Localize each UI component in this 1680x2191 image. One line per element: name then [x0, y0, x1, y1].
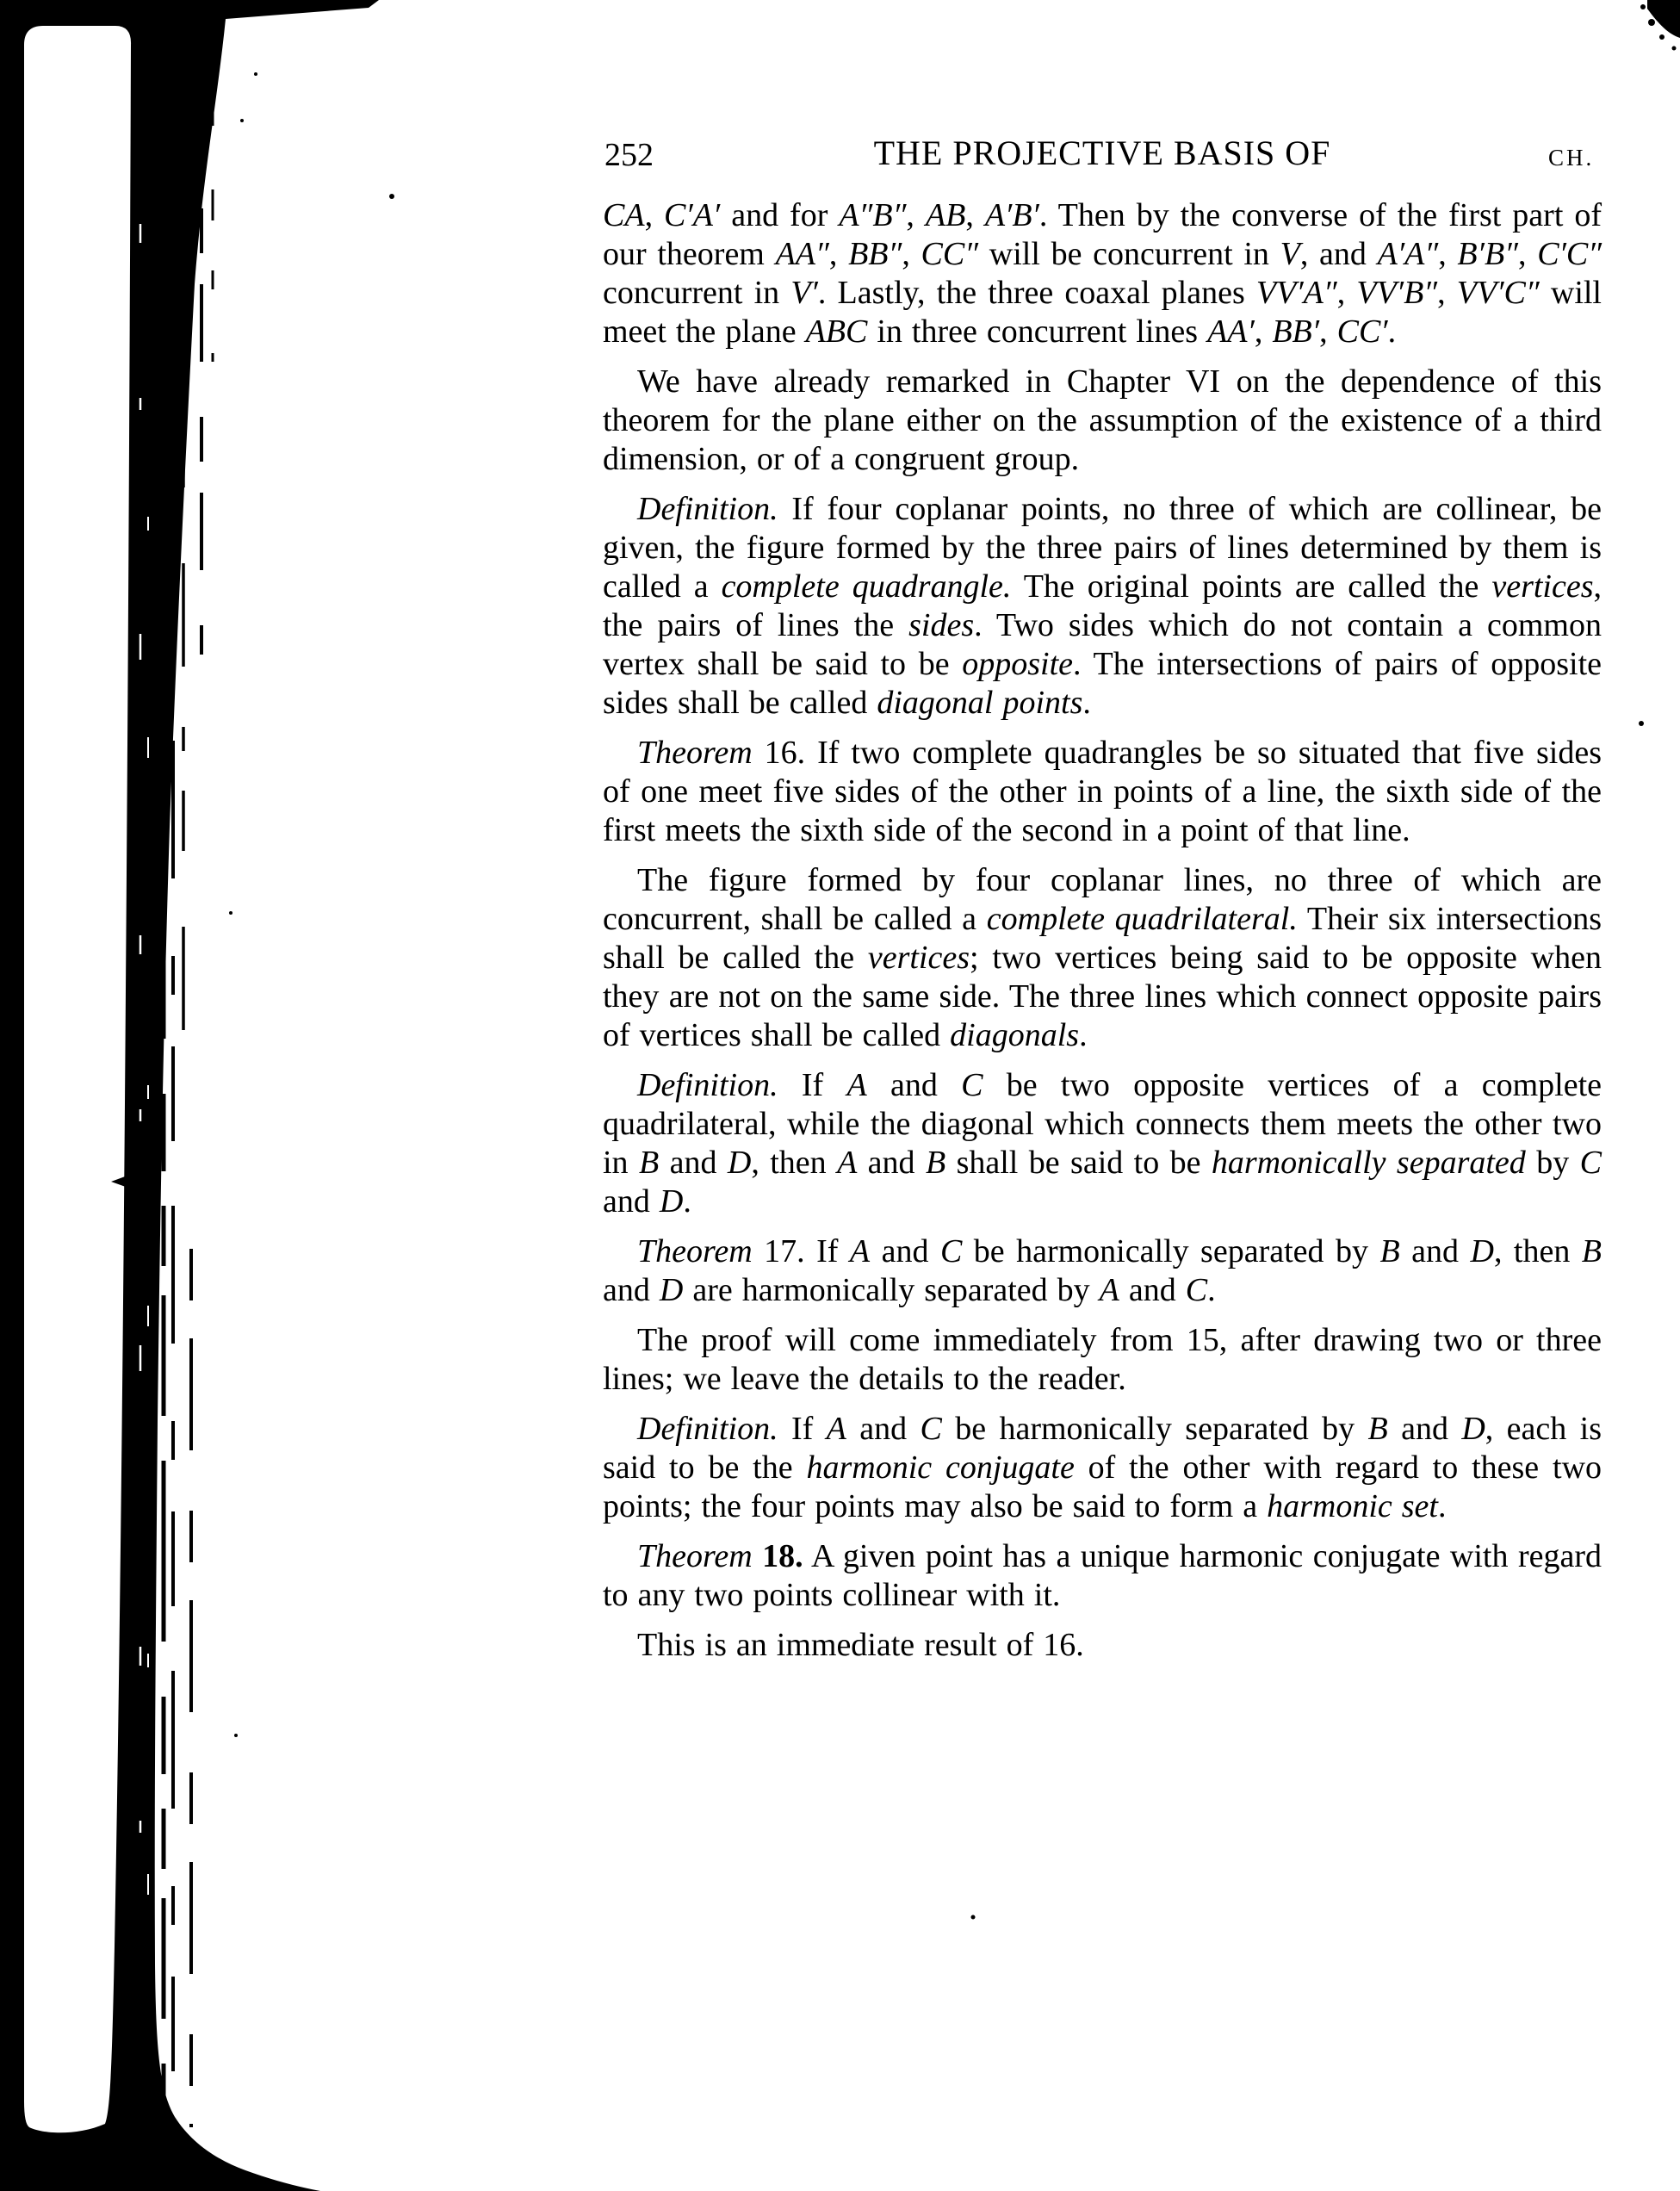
- text-run: ,: [1254, 313, 1273, 350]
- text-run: C′C″: [1537, 236, 1603, 272]
- text-run: ,: [1319, 313, 1337, 350]
- text-run: . Two sides which do not contain a common vertex shall be said to be: [603, 607, 1602, 682]
- running-title: THE PROJECTIVE BASIS OF: [873, 133, 1331, 172]
- text-run: The original points are called the: [1011, 568, 1492, 605]
- paragraph: [603, 1537, 1602, 1615]
- text-run: vertices: [1491, 568, 1594, 605]
- text-run: C: [1185, 1272, 1208, 1308]
- text-run: We have already remarked in Chapter VI on the dependence of this theorem for the plane either on the assumption of the existence of a third dimension, or of a congruent group.: [603, 363, 1602, 477]
- text-run: AB: [925, 197, 966, 233]
- text-run: and: [1399, 1233, 1471, 1269]
- text-run: and for: [720, 197, 840, 233]
- paragraph: [603, 1232, 1602, 1310]
- text-run: .: [1437, 1488, 1447, 1524]
- paragraph: [603, 1626, 1602, 1665]
- text-run: Definition.: [637, 491, 778, 527]
- text-run: , then: [1493, 1233, 1582, 1269]
- text-run: , each is said to be the: [603, 1411, 1602, 1486]
- text-run: B: [925, 1145, 946, 1181]
- text-run: D: [1461, 1411, 1485, 1447]
- text-run: and: [857, 1145, 926, 1181]
- text-run: . The intersections of pairs of opposite sides shall be called: [603, 646, 1602, 721]
- text-run: If: [778, 1067, 847, 1103]
- text-run: If: [778, 1411, 827, 1447]
- text-run: .: [1207, 1272, 1216, 1308]
- top-right-corner-speckle: [1640, 0, 1680, 51]
- text-run: harmonically separated: [1211, 1145, 1526, 1181]
- paragraph: [603, 196, 1602, 351]
- text-run: If four coplanar points, no three of which are collinear, be given, the figure formed by the three pairs of lines determined by them is called a: [603, 491, 1602, 605]
- text-run: 17. If: [752, 1233, 850, 1269]
- text-run: and: [603, 1272, 660, 1308]
- text-run: , the pairs of lines the: [603, 568, 1602, 643]
- text-run: ,: [1336, 275, 1357, 311]
- text-run: and: [603, 1183, 660, 1220]
- text-run: [753, 1538, 762, 1574]
- text-run: . Then by the converse of the first part of our theorem: [603, 197, 1603, 272]
- text-run: and: [1387, 1411, 1462, 1447]
- text-run: and: [1119, 1272, 1186, 1308]
- text-run: ,: [1518, 236, 1538, 272]
- text-run: diagonals: [950, 1017, 1080, 1053]
- text-run: D: [1470, 1233, 1494, 1269]
- paragraph: [603, 1410, 1602, 1526]
- text-run: B: [1379, 1233, 1400, 1269]
- page-edge-sliver: [24, 26, 131, 2132]
- text-run: Theorem: [637, 1538, 753, 1574]
- chapter-marker: CH.: [1548, 145, 1595, 171]
- paragraph: [603, 1321, 1602, 1399]
- text-run: CC′: [1336, 313, 1388, 350]
- text-run: A: [1099, 1272, 1119, 1308]
- text-run: D: [659, 1183, 684, 1220]
- text-run: ,: [828, 236, 849, 272]
- text-run: ,: [906, 197, 926, 233]
- text-run: C′A′: [664, 197, 721, 233]
- text-run: A: [837, 1145, 858, 1181]
- text-run: ; two vertices being said to be opposite when they are not on the same side. The three lines which connect opposite pairs of vertices shall be called: [603, 940, 1602, 1053]
- text-run: and: [659, 1145, 728, 1181]
- text-run: in three concurrent lines: [867, 313, 1208, 350]
- text-run: complete quadrangle.: [721, 568, 1012, 605]
- text-run: A: [846, 1067, 867, 1103]
- text-run: ,: [902, 236, 921, 272]
- text-run: harmonic conjugate: [806, 1449, 1075, 1486]
- text-run: C: [1579, 1145, 1602, 1181]
- text-run: V: [1280, 236, 1300, 272]
- text-run: ,: [965, 197, 985, 233]
- text-run: .: [1387, 313, 1397, 350]
- text-run: . Lastly, the three coaxal planes: [817, 275, 1256, 311]
- text-run: .: [1079, 1017, 1088, 1053]
- text-run: ,: [644, 197, 665, 233]
- text-run: complete quadrilateral.: [986, 901, 1298, 937]
- text-run: .: [1082, 685, 1091, 721]
- text-run: D: [659, 1272, 684, 1308]
- text-run: .: [683, 1183, 691, 1220]
- text-run: A: [826, 1411, 846, 1447]
- text-run: BB″: [848, 236, 902, 272]
- text-run: vertices: [867, 940, 970, 976]
- text-run: be harmonically separated by: [962, 1233, 1380, 1269]
- text-run: and: [870, 1233, 940, 1269]
- text-run: C: [920, 1411, 942, 1447]
- text-run: ,: [1437, 275, 1457, 311]
- paragraph: [603, 734, 1602, 850]
- text-run: will meet the plane: [603, 275, 1602, 350]
- text-run: Definition.: [637, 1411, 778, 1447]
- text-run: B: [1367, 1411, 1388, 1447]
- text-run: BB′: [1272, 313, 1320, 350]
- text-run: , then: [751, 1145, 838, 1181]
- text-column: [603, 196, 1602, 1676]
- text-run: , and: [1299, 236, 1378, 272]
- text-run: be harmonically separated by: [941, 1411, 1368, 1447]
- text-run: shall be said to be: [945, 1145, 1212, 1181]
- text-run: The proof will come immediately from 15, after drawing two or three lines; we leave the details to the reader.: [603, 1322, 1602, 1397]
- text-run: sides: [908, 607, 975, 643]
- text-run: CC″: [921, 236, 979, 272]
- text-run: diagonal points: [877, 685, 1083, 721]
- text-run: A: [849, 1233, 871, 1269]
- text-run: C: [939, 1233, 963, 1269]
- text-run: CA: [603, 197, 645, 233]
- text-run: This is an immediate result of 16.: [637, 1627, 1084, 1663]
- text-run: ,: [1438, 236, 1458, 272]
- paragraph: [603, 490, 1602, 723]
- text-run: V′: [790, 275, 818, 311]
- paragraph: [603, 861, 1602, 1055]
- text-run: Theorem: [637, 735, 753, 771]
- text-run: C: [961, 1067, 983, 1103]
- text-run: B: [638, 1145, 660, 1181]
- text-run: B′B″: [1457, 236, 1518, 272]
- paragraph: [603, 1066, 1602, 1221]
- text-run: A′B′: [984, 197, 1039, 233]
- text-run: concurrent in: [603, 275, 791, 311]
- text-run: 16. If two complete quadrangles be so situated that five sides of one meet five sides of the other in points of a line, the sixth side of the first meets the sixth side of the second in a point of that line.: [603, 735, 1602, 848]
- text-run: A given point has a unique harmonic conjugate with regard to any two points collinear with it.: [603, 1538, 1603, 1613]
- paragraph: [603, 363, 1602, 479]
- text-run: ABC: [805, 313, 868, 350]
- text-run: VV′A″: [1255, 275, 1337, 311]
- text-run: 18.: [762, 1538, 803, 1574]
- text-run: D: [727, 1145, 752, 1181]
- text-run: AA″: [775, 236, 829, 272]
- text-run: AA′: [1207, 313, 1255, 350]
- text-run: be two opposite vertices of a complete quadrilateral, while the diagonal which connects them meets the other two in: [603, 1067, 1602, 1181]
- text-run: are harmonically separated by: [683, 1272, 1100, 1308]
- text-run: by: [1525, 1145, 1580, 1181]
- text-run: B: [1581, 1233, 1603, 1269]
- text-run: Theorem: [637, 1233, 753, 1269]
- text-run: VV′B″: [1356, 275, 1438, 311]
- text-run: VV′C″: [1456, 275, 1540, 311]
- text-run: The figure formed by four coplanar lines, no three of which are concurrent, shall be called a: [603, 862, 1602, 937]
- page-number: 252: [604, 137, 654, 173]
- text-run: opposite: [962, 646, 1074, 682]
- text-run: and: [866, 1067, 962, 1103]
- text-run: A′A″: [1377, 236, 1439, 272]
- text-run: of the other with regard to these two points; the four points may also be said to form a: [603, 1449, 1603, 1524]
- text-run: Their six intersections shall be called the: [603, 901, 1602, 976]
- text-run: will be concurrent in: [978, 236, 1280, 272]
- text-run: A″B″: [839, 197, 907, 233]
- text-run: Definition.: [637, 1067, 778, 1103]
- text-run: harmonic set: [1267, 1488, 1438, 1524]
- text-run: and: [846, 1411, 921, 1447]
